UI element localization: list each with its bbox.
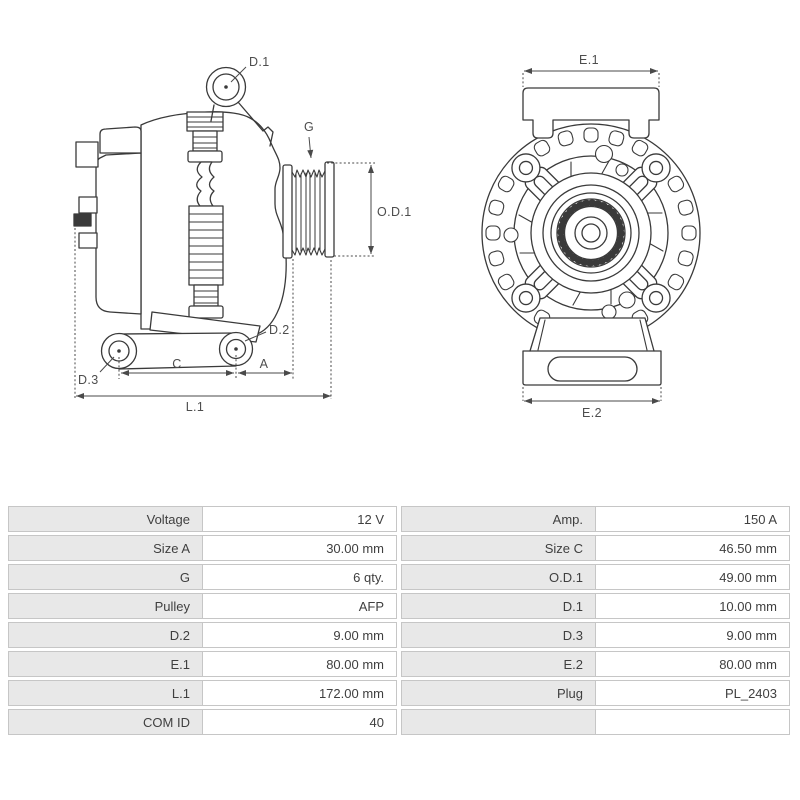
terminal-block <box>79 233 97 248</box>
table-row <box>8 680 790 706</box>
spec-value <box>595 709 790 735</box>
terminal-block <box>79 197 97 213</box>
spec-label: D.2 <box>8 622 202 648</box>
pulley <box>283 162 334 258</box>
spec-label: E.2 <box>401 651 595 677</box>
a-label: A <box>259 357 269 371</box>
e1-extension-lines <box>523 73 659 87</box>
terminal-block-dark <box>74 214 91 226</box>
spec-value: 10.00 mm <box>595 593 790 619</box>
table-row <box>8 709 790 735</box>
side-rear-cover-step <box>100 127 141 153</box>
spec-value: 40 <box>202 709 397 735</box>
spec-label: O.D.1 <box>401 564 595 590</box>
table-row <box>8 564 790 590</box>
spec-label: G <box>8 564 202 590</box>
spec-value: 9.00 mm <box>202 622 397 648</box>
spec-label: Size C <box>401 535 595 561</box>
spec-value: 80.00 mm <box>595 651 790 677</box>
d1-label: D.1 <box>249 55 270 69</box>
specs-table <box>8 506 790 735</box>
spec-value: 6 qty. <box>202 564 397 590</box>
spec-label: COM ID <box>8 709 202 735</box>
spec-value: PL_2403 <box>595 680 790 706</box>
front-center-hub <box>531 173 651 293</box>
spec-label: E.1 <box>8 651 202 677</box>
front-view <box>482 88 700 385</box>
e2-extension-lines <box>523 387 661 401</box>
terminal-block <box>76 142 98 167</box>
spec-label: Voltage <box>8 506 202 532</box>
table-row <box>8 506 790 532</box>
table-row <box>8 593 790 619</box>
spec-value: 30.00 mm <box>202 535 397 561</box>
front-bottom-bracket <box>523 318 661 385</box>
table-row <box>8 535 790 561</box>
table-row <box>8 622 790 648</box>
e1-label: E.1 <box>579 53 599 67</box>
od1-label: O.D.1 <box>377 205 412 219</box>
spec-value: 46.50 mm <box>595 535 790 561</box>
spec-label: Plug <box>401 680 595 706</box>
c-label: C <box>172 357 182 371</box>
spec-value: 172.00 mm <box>202 680 397 706</box>
bottom-bracket-slot <box>548 357 637 381</box>
g-label: G <box>303 120 315 134</box>
d2-label: D.2 <box>269 323 290 337</box>
spec-label <box>401 709 595 735</box>
spec-label: D.3 <box>401 622 595 648</box>
spec-label: Size A <box>8 535 202 561</box>
spec-label: L.1 <box>8 680 202 706</box>
side-rear-cover <box>96 153 141 314</box>
g-arrow <box>309 137 311 158</box>
spec-label: Pulley <box>8 593 202 619</box>
l1-label: L.1 <box>185 400 205 414</box>
spec-value: 49.00 mm <box>595 564 790 590</box>
spec-value: AFP <box>202 593 397 619</box>
spec-value: 12 V <box>202 506 397 532</box>
spec-label: Amp. <box>401 506 595 532</box>
e2-label: E.2 <box>582 406 602 420</box>
spec-label: D.1 <box>401 593 595 619</box>
side-view <box>74 68 334 370</box>
d3-label: D.3 <box>78 373 99 387</box>
spec-value: 150 A <box>595 506 790 532</box>
spec-value: 9.00 mm <box>595 622 790 648</box>
table-row <box>8 651 790 677</box>
spec-value: 80.00 mm <box>202 651 397 677</box>
